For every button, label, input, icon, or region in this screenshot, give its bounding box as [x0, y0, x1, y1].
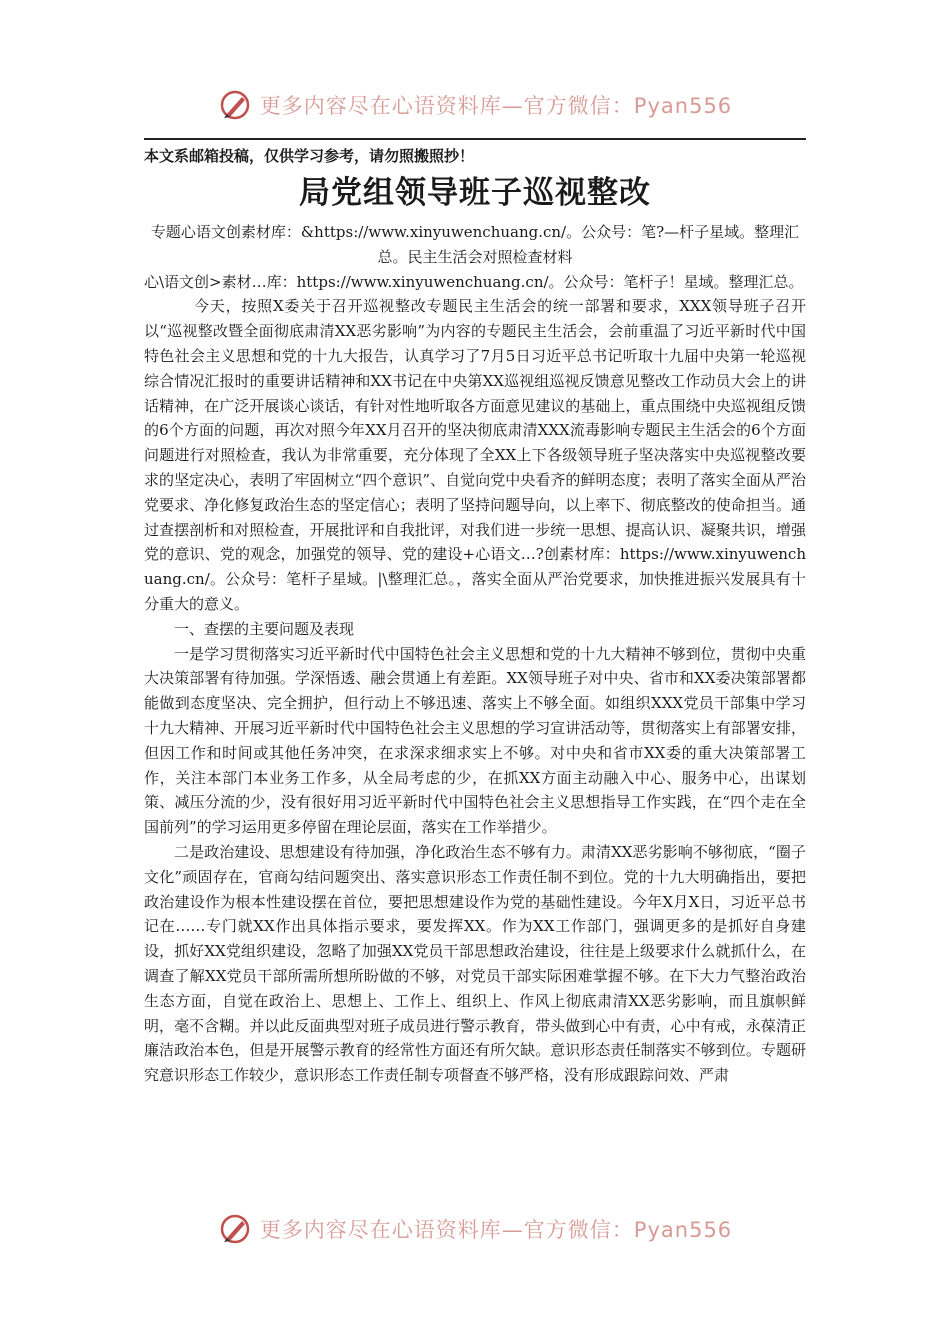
source-line-2: 心\语文创>素材…库：https://www.xinyuwenchuang.cn/。公众号：笔杆子！星域。整理汇总。 [144, 272, 804, 291]
header-banner [0, 82, 950, 128]
intro-paragraph: 今天，按照X委关于召开巡视整改专题民主生活会的统一部署和要求，XXX领导班子召开以“巡视整改暨全面彻底肃清XX恶劣影响”为内容的专题民主生活会，会前重温了习近平新时代中国特色社会主义思想和党的十九大报告，认真学习了7月5日习近平总书记听取十九届中央第一轮巡视综合情况汇报时的重要讲话精神和XX书记在中央第XX巡视组巡视反馈意见整改工作动员大会上的讲话精神，在广泛开展谈心谈话，有针对性地听取各方面意见建议的基础上，重点围绕中央巡视组反馈的6个方面的问题，再次对照今年XX月召开的坚决彻底肃清XXX流毒影响专题民主生活会的6个方面问题进行对照检查，我认为非常重要，充分体现了全XX上下各级领导班子坚决落实中央巡视整改要求的坚定决心，表明了牢固树立“四个意识”、自觉向党中央看齐的鲜明态度；表明了落实全面从严治党要求、净化修复政治生态的坚定信心；表明了坚持问题导向，以上率下、彻底整改的使命担当。通过查摆剖析和对照检查，开展批评和自我批评，对我们进一步统一思想、提高认识、凝聚共识，增强党的意识、党的观念，加强党的领导、党的建设+心语文…?创素材库：https://www.xinyuwenchuang.cn/。公众号：笔杆子星域。|\整理汇总。，落实全面从严治党要求，加快推进振兴发展具有十分重大的意义。 [144, 297, 806, 613]
footer-banner-text: 更多内容尽在心语资料库—官方微信：Pyan556 [259, 1218, 733, 1242]
body-paragraph: 一是学习贯彻落实习近平新时代中国特色社会主义思想和党的十九大精神不够到位，贯彻中央重大决策部署有待加强。学深悟透、融会贯通上有差距。XX领导班子对中央、省市和XX委决策部署都能做到态度坚决、完全拥护，但行动上不够迅速、落实上不够全面。如组织XXX党员干部集中学习十九大精神、开展习近平新时代中国特色社会主义思想的学习宣讲活动等，贯彻落实上有部署安排，但因工作和时间或其他任务冲突，在求深求细求实上不够。对中央和省市XX委的重大决策部署工作，关注本部门本业务工作多，从全局考虑的少，在抓XX方面主动融入中心、服务中心，出谋划策、减压分流的少，没有很好用习近平新时代中国特色社会主义思想指导工作实践，在“四个走在全国前列”的学习运用更多停留在理论层面，落实在工作举措少。 [144, 644, 806, 837]
document-body [144, 220, 806, 1088]
section-heading: 一、查摆的主要问题及表现 [174, 619, 355, 638]
document-title: 局党组领导班子巡视整改 [299, 175, 651, 211]
notice-text: 本文系邮箱投稿，仅供学习参考，请勿照搬照抄！ [144, 147, 475, 165]
header-rule [144, 138, 806, 140]
body-paragraph: 二是政治建设、思想建设有待加强，净化政治生态不够有力。肃清XX恶劣影响不够彻底，“圈子文化”顽固存在，官商勾结问题突出、落实意识形态工作责任制不到位。党的十九大明确指出，要把政治建设作为根本性建设摆在首位，要把思想建设作为党的基础性建设。今年X月X日，习近平总书记在……专门就XX作出具体指示要求，要发挥XX。作为XX工作部门，强调更多的是抓好自身建设，抓好XX党组织建设，忽略了加强XX党员干部思想政治建设，往往是上级要求什么就抓什么，在调查了解XX党员干部所需所想所盼做的不够，对党员干部实际困难掌握不够。在下大力气整治政治生态方面，自觉在政治上、思想上、工作上、组织上、作风上彻底肃清XX恶劣影响，而且旗帜鲜明，毫不含糊。并以此反面典型对班子成员进行警示教育，带头做到心中有责，心中有戒，永葆清正廉洁政治本色，但是开展警示教育的经常性方面还有所欠缺。意识形态责任制落实不够到位。专题研究意识形态工作较少，意识形态工作责任制专项督查不够严格，没有形成跟踪问效、严肃 [144, 842, 806, 1085]
footer-banner [0, 1206, 950, 1252]
pen-ring-logo [218, 1212, 252, 1246]
header-banner-text: 更多内容尽在心语资料库—官方微信：Pyan556 [259, 94, 733, 118]
pen-ring-logo [218, 88, 252, 122]
source-line-1: 专题心语文创素材库：&https://www.xinyuwenchuang.cn/。公众号：笔?—杆子星域。整理汇总。民主生活会对照检查材料 [150, 223, 800, 266]
